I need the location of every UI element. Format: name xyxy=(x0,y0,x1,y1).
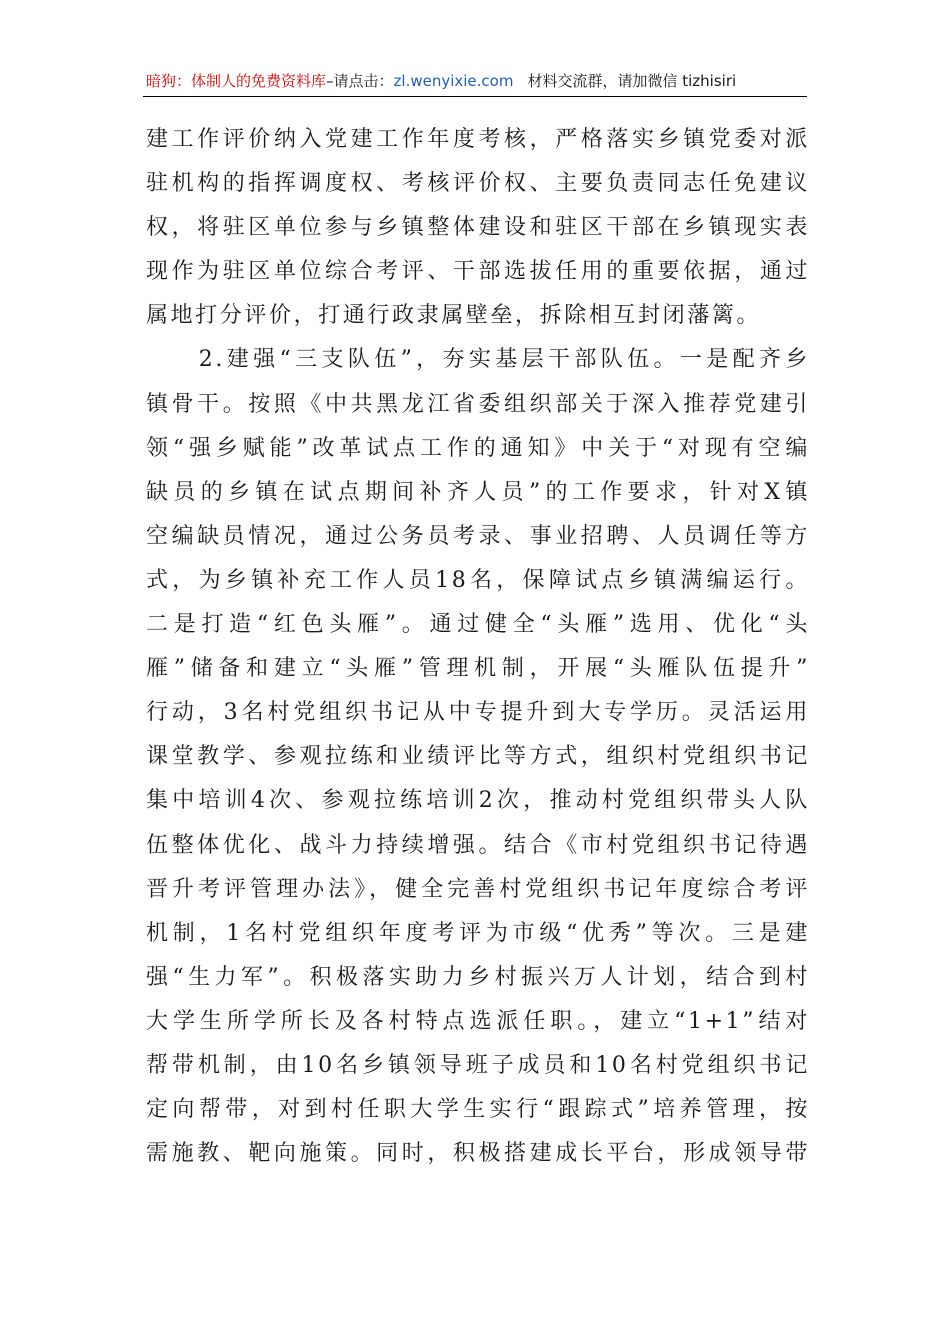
paragraph-evaluation xyxy=(146,118,810,338)
header-group-note: 材料交流群，请加微信 tizhisiri xyxy=(527,72,737,90)
text-line: 课堂教学、参观拉练和业绩评比等方式，组织村党组织书记 xyxy=(146,744,810,770)
paragraph-three-teams xyxy=(146,338,810,1176)
text-line: 需施教、靶向施策。同时，积极搭建成长平台，形成领导带 xyxy=(146,1141,810,1167)
text-line: 建工作评价纳入党建工作年度考核，严格落实乡镇党委对派 xyxy=(146,127,810,152)
text-line: 现作为驻区单位综合考评、干部选拔任用的重要依据，通过 xyxy=(146,259,810,285)
page-header xyxy=(146,68,806,94)
text-line: 式，为乡镇补充工作人员18名，保障试点乡镇满编运行。 xyxy=(146,567,810,593)
text-line: 大学生所学所长及各村特点选派任职。，建立“1+1”结对 xyxy=(146,1008,810,1034)
document-body xyxy=(146,118,810,1176)
text-line: 晋升考评管理办法》，健全完善村党组织书记年度综合考评 xyxy=(146,876,810,902)
text-line: 空编缺员情况，通过公务员考录、事业招聘、人员调任等方 xyxy=(146,523,810,549)
text-line: 帮带机制，由10名乡镇领导班子成员和10名村党组织书记 xyxy=(146,1052,810,1078)
text-line: 行动，3名村党组织书记从中专提升到大专学历。灵活运用 xyxy=(146,700,810,726)
text-line: 伍整体优化、战斗力持续增强。结合《市村党组织书记待遇 xyxy=(146,832,810,858)
text-line: 缺员的乡镇在试点期间补齐人员”的工作要求，针对X镇 xyxy=(146,479,810,505)
text-line: 镇骨干。按照《中共黑龙江省委组织部关于深入推荐党建引 xyxy=(146,391,810,417)
text-line: 定向帮带，对到村任职大学生实行“跟踪式”培养管理，按 xyxy=(146,1097,810,1123)
header-click-prompt: –请点击： xyxy=(326,72,394,90)
text-line: 雁”储备和建立“头雁”管理机制，开展“头雁队伍提升” xyxy=(146,656,810,682)
text-line: 机制，1名村党组织年度考评为市级“优秀”等次。三是建 xyxy=(146,920,810,946)
text-line: 权，将驻区单位参与乡镇整体建设和驻区干部在乡镇现实表 xyxy=(146,215,810,241)
text-line: 领“强乡赋能”改革试点工作的通知》中关于“对现有空编 xyxy=(146,435,810,461)
header-divider xyxy=(143,96,807,97)
text-line: 强“生力军”。积极落实助力乡村振兴万人计划，结合到村 xyxy=(146,964,810,990)
text-line: 属地打分评价，打通行政隶属壁垒，拆除相互封闭藩篱。 xyxy=(146,303,762,329)
header-site-name: 暗狗：体制人的免费资料库 xyxy=(146,72,327,90)
text-line: 二是打造“红色头雁”。通过健全“头雁”选用、优化“头 xyxy=(146,612,810,638)
text-line: 2.建强“三支队伍”，夯实基层干部队伍。一是配齐乡 xyxy=(146,347,810,373)
text-line: 集中培训4次、参观拉练培训2次，推动村党组织带头人队 xyxy=(146,788,810,814)
header-url-link[interactable]: zl.wenyixie.com xyxy=(393,72,514,90)
text-line: 驻机构的指挥调度权、考核评价权、主要负责同志任免建议 xyxy=(146,171,810,197)
